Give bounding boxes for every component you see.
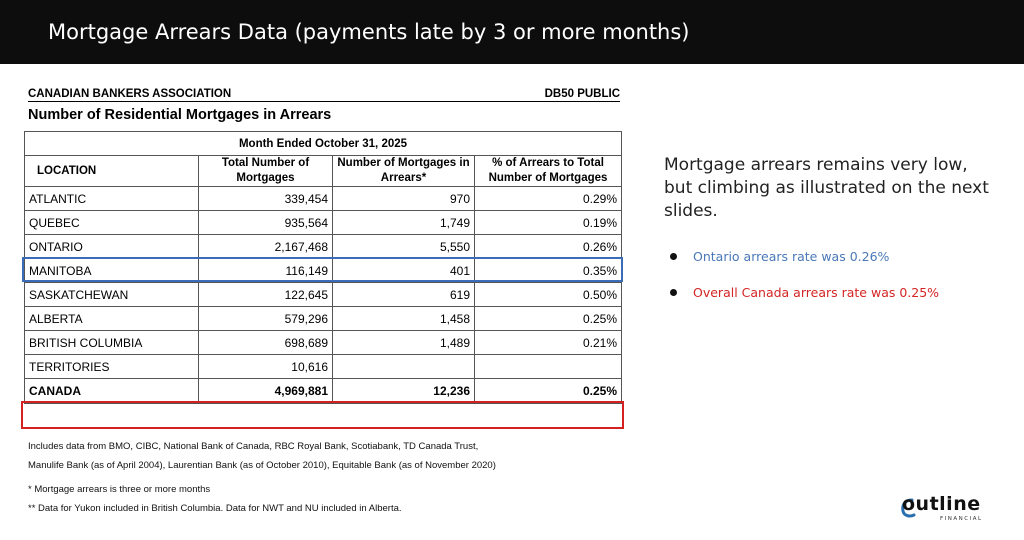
total-cell: 10,616 (199, 355, 333, 379)
table-row (25, 331, 622, 355)
bullet-list (664, 247, 994, 301)
doc-code: DB50 PUBLIC (544, 88, 620, 100)
arrears-table (24, 131, 622, 404)
arrears-cell (333, 355, 475, 379)
location-cell: ONTARIO (25, 235, 199, 259)
table-row (25, 235, 622, 259)
note-line: Manulife Bank (as of April 2004), Laurentian Bank (as of October 2010), Equitable Bank (as of November 2020) (28, 460, 496, 471)
bullet-text: Ontario arrears rate was 0.26% (693, 248, 890, 264)
location-cell: ALBERTA (25, 307, 199, 331)
arrears-cell: 401 (333, 259, 475, 283)
arrears-cell: 619 (333, 283, 475, 307)
bullet-dot-icon (670, 289, 677, 296)
total-cell: 2,167,468 (199, 235, 333, 259)
outline-financial-logo (902, 493, 1002, 527)
column-header-row (25, 156, 622, 187)
pct-cell: 0.50% (475, 283, 622, 307)
bullet-dot-icon (670, 253, 677, 260)
col-location: LOCATION (25, 156, 199, 187)
location-cell: BRITISH COLUMBIA (25, 331, 199, 355)
pct-cell: 0.25% (475, 307, 622, 331)
slide-title: Mortgage Arrears Data (payments late by 3 or more months) (0, 0, 1024, 64)
location-cell: QUEBEC (25, 211, 199, 235)
pct-cell: 0.26% (475, 235, 622, 259)
arrears-cell: 970 (333, 187, 475, 211)
document-header (28, 84, 620, 123)
footnote-line: ** Data for Yukon included in British Columbia. Data for NWT and NU included in Alberta. (28, 503, 402, 514)
table-row (25, 259, 622, 283)
logo-wordmark: outline (902, 493, 981, 515)
table-row (25, 379, 622, 404)
total-cell: 122,645 (199, 283, 333, 307)
location-cell: TERRITORIES (25, 355, 199, 379)
pct-cell (475, 355, 622, 379)
pct-cell: 0.21% (475, 331, 622, 355)
doc-subtitle: Number of Residential Mortgages in Arrears (28, 107, 332, 123)
col-total: Total Number of Mortgages (199, 156, 333, 187)
table-row (25, 355, 622, 379)
footnotes (28, 480, 402, 518)
total-cell: 698,689 (199, 331, 333, 355)
table-body (25, 187, 622, 404)
arrears-cell: 5,550 (333, 235, 475, 259)
total-cell: 4,969,881 (199, 379, 333, 404)
arrears-cell: 1,489 (333, 331, 475, 355)
arrears-cell: 1,749 (333, 211, 475, 235)
total-cell: 935,564 (199, 211, 333, 235)
note-line: Includes data from BMO, CIBC, National Bank of Canada, RBC Royal Bank, Scotiabank, TD Canada Trust, (28, 441, 479, 452)
pct-cell: 0.25% (475, 379, 622, 404)
location-cell: CANADA (25, 379, 199, 404)
table-row (25, 307, 622, 331)
total-cell: 116,149 (199, 259, 333, 283)
table-row (25, 187, 622, 211)
bullet-text: Overall Canada arrears rate was 0.25% (693, 284, 940, 300)
total-cell: 579,296 (199, 307, 333, 331)
month-row (25, 132, 622, 156)
org-name: CANADIAN BANKERS ASSOCIATION (28, 88, 232, 100)
arrears-cell: 12,236 (333, 379, 475, 404)
canada-highlight-box (21, 401, 624, 429)
arrears-cell: 1,458 (333, 307, 475, 331)
pct-cell: 0.29% (475, 187, 622, 211)
pct-cell: 0.35% (475, 259, 622, 283)
location-cell: SASKATCHEWAN (25, 283, 199, 307)
bullet-ontario (664, 247, 994, 265)
total-cell: 339,454 (199, 187, 333, 211)
side-heading: Mortgage arrears remains very low, but climbing as illustrated on the next slides. (664, 155, 989, 221)
notes (28, 437, 496, 475)
footnote-line: * Mortgage arrears is three or more months (28, 484, 211, 495)
month-header: Month Ended October 31, 2025 (25, 132, 622, 156)
location-cell: MANITOBA (25, 259, 199, 283)
table-row (25, 211, 622, 235)
pct-cell: 0.19% (475, 211, 622, 235)
table-row (25, 283, 622, 307)
col-arrears: Number of Mortgages in Arrears* (333, 156, 475, 187)
bullet-canada (664, 283, 994, 301)
side-panel (664, 154, 994, 319)
location-cell: ATLANTIC (25, 187, 199, 211)
logo-subtitle: FINANCIAL (940, 516, 983, 522)
col-pct: % of Arrears to Total Number of Mortgages (475, 156, 622, 187)
